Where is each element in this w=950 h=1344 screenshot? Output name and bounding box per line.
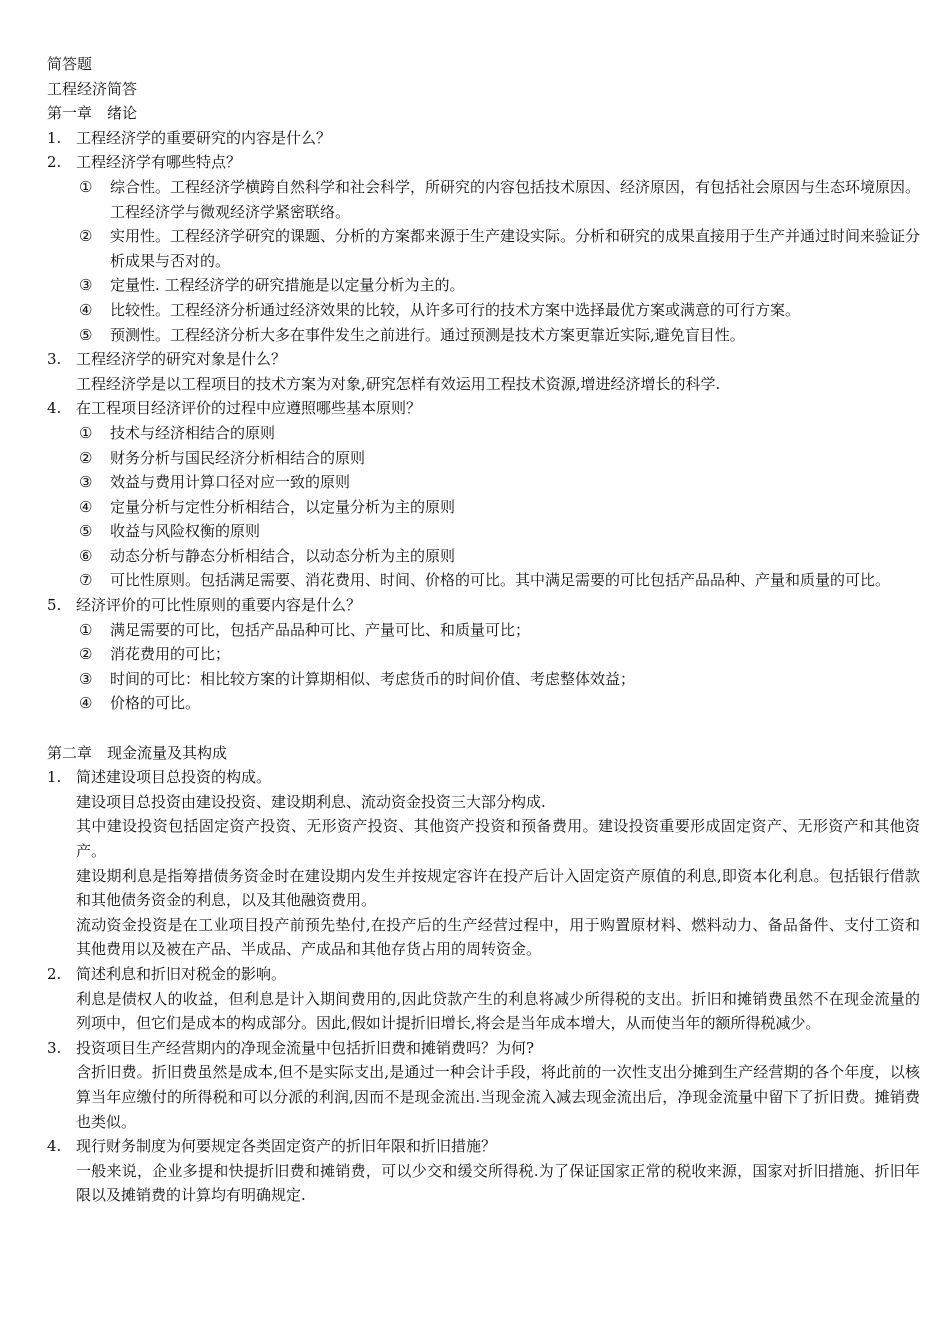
item-text: 时间的可比：相比较方案的计算期相似、考虑货币的时间价值、考虑整体效益； [110,669,636,688]
item-marker: ④ [79,694,93,713]
list-item [47,446,920,471]
question-2-2 [47,962,920,987]
item-text: 预测性。工程经济分析大多在事件发生之前进行。通过预测是技术方案更靠近实际,避免盲目性。 [110,325,745,344]
list-item [47,175,920,224]
question-text: 工程经济学有哪些特点？ [76,153,242,172]
answer-paragraph: 建设期利息是指筹措债务资金时在建设期内发生并按规定容许在投产后计入固定资产原值的利息,即资本化利息。包括银行借款和其他债务资金的利息，以及其他融资费用。 [76,866,920,910]
question-number: 2. [47,153,62,172]
question-text: 简述利息和折旧对税金的影响。 [76,964,287,983]
list-item [47,495,920,520]
item-text: 价格的可比。 [110,694,201,713]
list-item [47,470,920,495]
item-marker: ④ [79,300,93,319]
item-marker: ⑤ [79,522,93,541]
item-marker: ③ [79,276,93,295]
question-number: 1. [47,128,62,147]
question-number: 3. [47,350,62,369]
question-text: 工程经济学的研究对象是什么？ [76,350,287,369]
question-number: 3. [47,1038,62,1057]
item-marker: ① [79,423,93,442]
question-number: 4. [47,1137,62,1156]
answer-paragraph: 其中建设投资包括固定资产投资、无形资产投资、其他资产投资和预备费用。建设投资重要形成固定资产、无形资产和其他资产。 [76,817,920,860]
question-text: 经济评价的可比性原则的重要内容是什么？ [76,596,362,615]
list-item [47,642,920,667]
item-marker: ① [79,620,93,639]
answer-paragraph: 流动资金投资是在工业项目投产前预先垫付,在投产后的生产经营过程中，用于购置原材料、燃料动力、备品备件、支付工资和其他费用以及被在产品、半成品、产成品和其他存货占用的周转资金。 [76,915,920,959]
doc-title: 简答题 [47,55,93,73]
item-text: 定量性. 工程经济学的研究措施是以定量分析为主的。 [110,276,465,295]
list-item [47,618,920,643]
item-marker: ⑤ [79,325,93,344]
list-item [47,667,920,692]
item-marker: ⑦ [79,571,93,590]
question-number: 1. [47,768,62,787]
item-text: 满足需要的可比，包括产品品种可比、产量可比、和质量可比； [110,620,531,639]
question-1-5 [47,593,920,618]
list-item [47,298,920,323]
item-marker: ③ [79,473,93,492]
item-text: 技术与经济相结合的原则 [110,423,276,442]
item-text: 比较性。工程经济分析通过经济效果的比较，从许多可行的技术方案中选择最优方案或满意的可行方案。 [110,300,801,319]
question-text: 现行财务制度为何要规定各类固定资产的折旧年限和折旧措施？ [76,1137,497,1156]
list-item [47,323,920,348]
item-marker: ② [79,448,93,467]
item-text: 定量分析与定性分析相结合，以定量分析为主的原则 [110,497,456,516]
item-text: 收益与风险权衡的原则 [110,522,261,541]
question-2-4 [47,1134,920,1159]
question-1-1 [47,126,920,151]
question-number: 2. [47,964,62,983]
list-item [47,519,920,544]
answer-paragraph: 一般来说，企业多提和快提折旧费和摊销费，可以少交和缓交所得税.为了保证国家正常的税收来源，国家对折旧措施、折旧年限以及摊销费的计算均有明确规定. [76,1161,920,1205]
item-marker: ④ [79,497,93,516]
question-text: 投资项目生产经营期内的净现金流量中包括折旧费和摊销费吗？为何? [76,1038,535,1057]
item-text: 实用性。工程经济学研究的课题、分析的方案都来源于生产建设实际。分析和研究的成果直接用于生产并通过时间来验证分析成果与否对的。 [110,227,921,270]
question-number: 5. [47,596,62,615]
item-text: 可比性原则。包括满足需要、消花费用、时间、价格的可比。其中满足需要的可比包括产品品种、产量和质量的可比。 [110,571,891,590]
item-marker: ② [79,645,93,664]
list-item [47,421,920,446]
answer-paragraph: 建设项目总投资由建设投资、建设期利息、流动资金投资三大部分构成. [76,792,546,811]
question-1-3 [47,347,920,372]
item-text: 消花费用的可比； [110,645,231,664]
question-text: 简述建设项目总投资的构成。 [76,768,272,787]
item-text: 综合性。工程经济学横跨自然科学和社会科学，所研究的内容包括技术原因、经济原因，有包括社会原因与生态环境原因。工程经济学与微观经济学紧密联络。 [110,177,921,221]
answer-paragraph: 利息是债权人的收益，但利息是计入期间费用的,因此贷款产生的利息将减少所得税的支出。折旧和摊销费虽然不在现金流量的列项中，但它们是成本的构成部分。因此,假如计提折旧增长,将会是当年成本增大，从而使当年的额所得税减少。 [76,989,920,1033]
question-number: 4. [47,399,62,418]
item-text: 财务分析与国民经济分析相结合的原则 [110,448,366,467]
section-spacer [47,716,920,741]
question-2-3 [47,1036,920,1061]
item-marker: ① [79,177,93,196]
question-text: 工程经济学的重要研究的内容是什么？ [76,128,332,147]
list-item [47,273,920,298]
list-item [47,691,920,716]
item-marker: ③ [79,669,93,688]
item-marker: ⑥ [79,546,93,565]
item-text: 动态分析与静态分析相结合，以动态分析为主的原则 [110,546,456,565]
item-marker: ② [79,227,93,246]
list-item [47,568,920,593]
question-2-1 [47,765,920,790]
list-item [47,544,920,569]
question-1-2 [47,150,920,175]
list-item [47,224,920,273]
chapter-2-title: 第二章 现金流量及其构成 [47,743,228,762]
question-text: 在工程项目经济评价的过程中应遵照哪些基本原则？ [76,399,422,418]
doc-subtitle: 工程经济简答 [47,79,138,98]
chapter-1-title: 第一章 绪论 [47,104,138,123]
answer-paragraph: 含折旧费。折旧费虽然是成本,但不是实际支出,是通过一种会计手段，将此前的一次性支出分摊到生产经营期的各个年度，以核算当年应缴付的所得税和可以分派的利润,因而不是现金流出.当现金流入减去现金流出后，净现金流量中留下了折旧费。摊销费也类似。 [76,1063,920,1131]
answer-paragraph: 工程经济学是以工程项目的技术方案为对象,研究怎样有效运用工程技术资源,增进经济增长的科学. [76,374,721,393]
question-1-4 [47,396,920,421]
item-text: 效益与费用计算口径对应一致的原则 [110,473,351,492]
